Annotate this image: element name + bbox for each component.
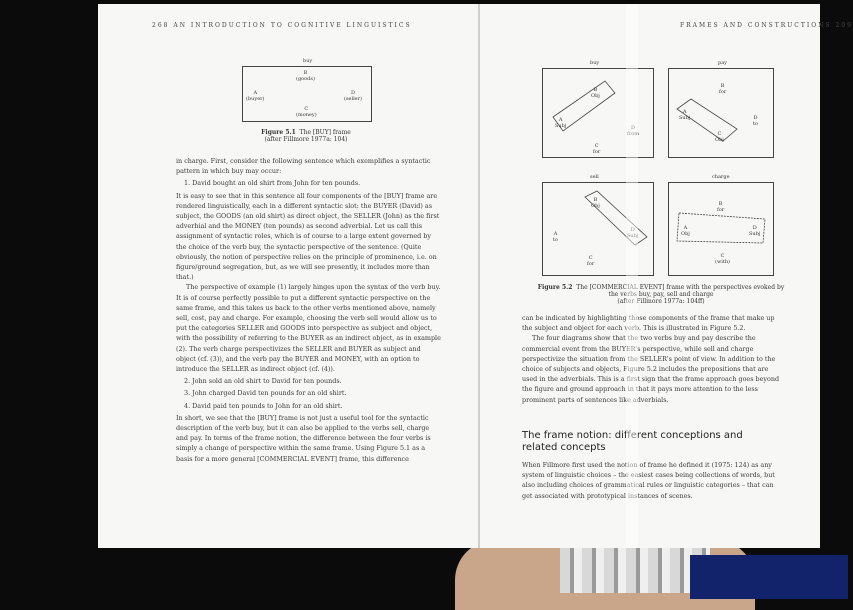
right-body-text-bottom bbox=[522, 460, 784, 501]
paragraph: in charge. First, consider the following sentence which exemplifies a syntactic pattern in which buy may occur: bbox=[176, 157, 431, 176]
diagram-buy: B Obj A Subj D from C for bbox=[542, 68, 654, 158]
right-page bbox=[480, 4, 853, 548]
figure-5-2-caption: Figure 5.2 The [COMMERCIAL EVENT] frame with the perspectives evoked by the verbs buy, pay, sell and charge (after Fillmore 1977a: 104ff) bbox=[537, 284, 785, 305]
paragraph: In short, we see that the [BUY] frame is not just a useful tool for the syntactic description of the verb buy, but it can also be applied to the verbs sell, charge and pay. In terms of the frame notion, the difference between the four verbs is simply a change of perspective within the same frame. Using Figure 5.1 as a basis for a more general [COMMERCIAL EVENT] frame, this difference bbox=[176, 413, 431, 463]
left-page bbox=[98, 4, 478, 548]
right-body-text-top bbox=[522, 313, 784, 405]
running-head-right: FRAMES AND CONSTRUCTIONS 209 bbox=[680, 22, 853, 29]
diagram-charge: B for A Obj D Subj C (with) bbox=[668, 182, 774, 276]
diagram-title-buy: buy bbox=[590, 60, 600, 66]
scan-glare bbox=[626, 4, 638, 548]
diagram-title-sell: sell bbox=[590, 174, 599, 180]
paragraph: can be indicated by highlighting those components of the frame that make up the subject and object for each verb. This is illustrated in Figure 5.2. bbox=[522, 314, 775, 333]
diagram-sell: B Obj A to D Subj C for bbox=[542, 182, 654, 276]
paragraph: It is easy to see that in this sentence all four components of the [BUY] frame are rendered linguistically, each in a different syntactic slot: the BUYER (David) as subject, the GOODS (an old shirt) as direct object, the SELLER (John) as the first adverbial and the MONEY (ten pounds) as second adverbial. Let us call this assignment of syntactic roles, which is of course to a large extent governed by the choice of the verb buy, the syntactic perspective of the sentence. (Quite obviously, the notion of perspective relies on the principle of prominence, i.e. on figure/ground segregation, but, as we will see presently, it includes more than that.) bbox=[176, 191, 440, 282]
example-1: 1. David bought an old shirt from John for ten pounds. bbox=[184, 179, 361, 188]
diagram-pay: B for A Subj D to C Obj bbox=[668, 68, 774, 158]
example-3: 3. John charged David ten pounds for an old shirt. bbox=[184, 389, 347, 398]
wristwatch bbox=[560, 548, 710, 593]
paragraph: The four diagrams show that the two verbs buy and pay describe the commercial event from the BUYER's perspective, while sell and charge perspectivize the situation from the SELLER's point of view. In addition to the choice of subjects and objects, Figure 5.2 includes the prepositions that are used in the adverbials. This is a first sign that the frame approach goes beyond the figure and ground approach in that it pays more attention to the less prominent parts of sentences like adverbials. bbox=[522, 334, 780, 404]
diagram-title-pay: pay bbox=[718, 60, 728, 66]
frame-buyer: A (buyer) bbox=[246, 90, 265, 102]
frame-money: C (money) bbox=[296, 106, 317, 118]
paragraph: The perspective of example (1) largely hinges upon the syntax of the verb buy. It is of course perfectly possible to put a different syntactic perspective on the same frame, and this takes us back to the other verbs mentioned above, namely sell, cost, pay and charge. For example, choosing the verb sell would allow us to put the categories SELLER and GOODS into perspective as subject and object, with the possibility of referring to the BUYER as an indirect object, as in example (2). The verb charge perspectivizes the SELLER and BUYER as subject and object (cf. (3)), and the verb pay the BUYER and MONEY, with an option to introduce the SELLER as indirect object (cf. (4)). bbox=[176, 283, 441, 374]
left-body-text bbox=[176, 156, 441, 464]
frame-goods: B (goods) bbox=[296, 70, 315, 82]
sleeve bbox=[690, 555, 848, 599]
diagram-title-charge: charge bbox=[712, 174, 730, 180]
example-2: 2. John sold an old shirt to David for ten pounds. bbox=[184, 377, 342, 386]
frame-seller: D (seller) bbox=[344, 90, 362, 102]
example-4: 4. David paid ten pounds to John for an old shirt. bbox=[184, 401, 343, 410]
figure-caption: Figure 5.1 The [BUY] frame (after Fillmore 1977a: 104) bbox=[261, 129, 351, 143]
section-heading: The frame notion: different conceptions and related concepts bbox=[522, 430, 743, 453]
paragraph: When Fillmore first used the notion of frame he defined it (1975: 124) as any system of linguistic choices – the easiest cases being collections of words, but also including choices of grammatical rules or linguistic categories – that can get associated with prototypical instances of scenes. bbox=[522, 461, 775, 500]
running-head-left: 268 AN INTRODUCTION TO COGNITIVE LINGUISTICS bbox=[152, 22, 412, 29]
figure-title: buy bbox=[303, 58, 313, 64]
